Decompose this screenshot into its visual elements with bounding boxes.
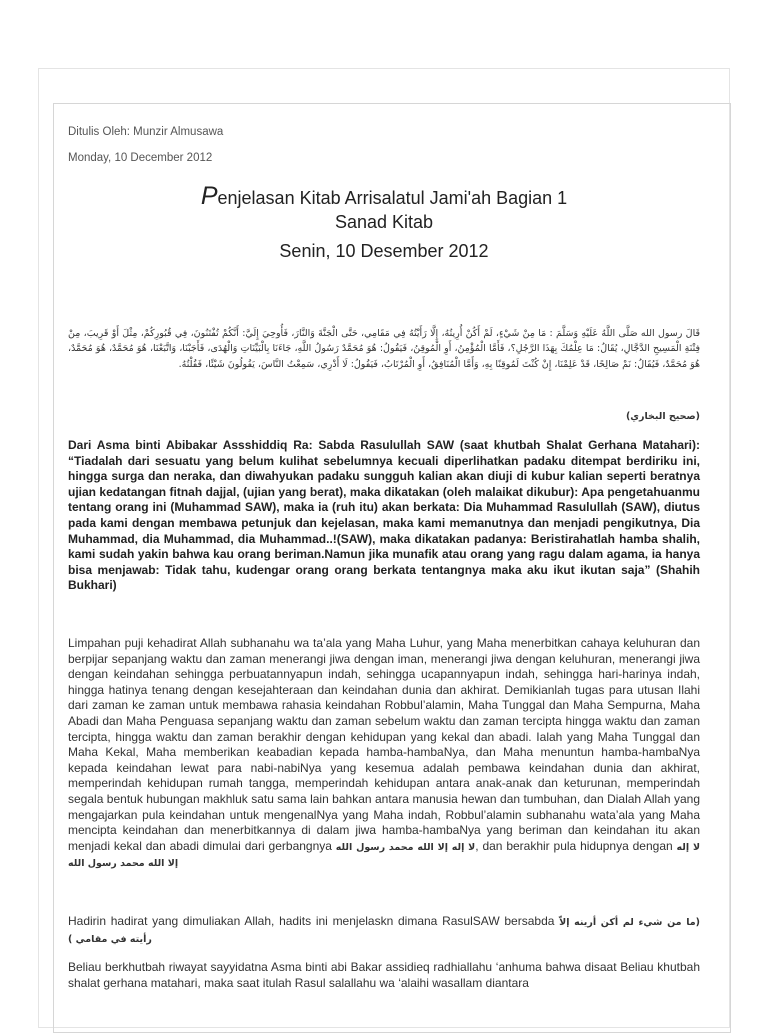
paragraph-intro-middle: , dan berakhir pula hidupnya dengan bbox=[475, 838, 677, 853]
paragraph-intro bbox=[68, 636, 700, 872]
paragraph-intro-text: Limpahan puji kehadirat Allah subhanahu wa ta’ala yang Maha Luhur, yang Maha menerbitkan cahaya keluhuran dan berpijar sepanjang waktu dan zaman menerangi jiwa dengan iman, menerangi jiwa dengan keluhuran, menerangi jiwa dengan keindahan sehingga perbuatannyapun indah, sehingga ucapannyapun indah, sehingga hari-harinya indah, hingga hatinya tenang dengan kesejahteraan dan keindahan dunia dan akhirat. Demikianlah tugas para utusan Ilahi dari zaman ke zaman untuk membawa rahasia keindahan Robbul’alamin, Maha Tunggal dan Maha Sempurna, Maha Abadi dan Maha Penguasa sepanjang waktu dan zaman sebelum waktu dan zaman tercipta hingga waktu dan zaman tercipta, hingga waktu dan zaman berakhir dengan kehidupan yang kekal dan abadi. Ialah yang Maha Tunggal dan Maha Kekal, Maha memberikan keabadian kepada hamba-hambaNya, dan Maha menuntun hamba-hambaNya kepada keindahan lewat para nabi-nabiNya yang kesemua adalah pembawa keindahan dunia dan akhirat, memperindah kehidupan rumah tangga, memperindah kehidupan antara anak-anak dan keturunan, memperindah segala bentuk hubungan makhluk satu sama lain bahkan antara manusia hewan dan tumbuhan, dan Dialah Allah yang mengajarkan pula keindahan untuk mengenalNya yang Maha indah, Robbul’alamin subhanahu wata’ala yang Maha mencipta keindahan dan menerbitkannya di dalam jiwa hamba-hambaNya yang beriman dan keindahan itu akan menjadi kekal dan abadi dimulai dari gerbangnya bbox=[68, 636, 700, 853]
hadith-translation: Dari Asma binti Abibakar Assshiddiq Ra: Sabda Rasulullah SAW (saat khutbah Shalat Gerhana Matahari): “Tiadalah dari sesuatu yang belum kulihat sebelumnya kecuali diperlihatkan padaku ditempat berdiriku ini, hingga surga dan neraka, dan diwahyukan padaku sungguh kalian akan diuji di kubur kalian seperti beratnya ujian kedatangan fitnah dajjal, (ujian yang berat), maka dikatakan (oleh malaikat dikubur): Apa pengetahuanmu tentang orang ini (Muhammad SAW), maka ia (ruh itu) akan berkata: Dia Muhammad Rasulullah (SAW), diutus pada kami dengan membawa petunjuk dan kejelasan, maka kami memanutnya dan menjadi pengikutnya, Dia Muhammad, dia Muhammad, dia Muhammad..!(SAW), maka dikatakan padanya: Beristirahatlah hamba shalih, kami sudah yakin bahwa kau orang beriman.Namun jika munafik atau orang yang ragu dalam agama, ia hanya bisa menjawab: Tidak tahu, kudengar orang orang berkata tentangnya maka aku ikut ikutan saja” (Shahih Bukhari) bbox=[68, 438, 700, 593]
title-date: Senin, 10 Desember 2012 bbox=[279, 241, 489, 261]
post-author: Ditulis Oleh: Munzir Almusawa bbox=[68, 126, 224, 138]
hadith-quote-arabic: (ما من شيء لم أكن أرينه إلاّ رأيته في مقامي ) bbox=[68, 917, 700, 945]
title-initial: P bbox=[200, 182, 218, 210]
title-main: enjelasan Kitab Arrisalatul Jami'ah Bagian 1 bbox=[217, 188, 568, 208]
shahadah-arabic: لا إله إلا الله محمد رسول الله bbox=[335, 841, 476, 853]
hadith-arabic: قَالَ رسول الله صَلَّى اللَّهُ عَلَيْهِ وَسَلَّمَ : مَا مِنْ شَيْءٍ، لَمْ أَكُنْ أُرِيتُهُ، إِلَّا رَأَيْتُهُ فِي مَقَامِي، حَتَّى الْجَنَّةَ وَالنَّارَ، فَأُوحِيَ إِلَيَّ: أَنَّكُمْ تُفْتَنُونَ، فِي قُبُورِكُمْ، مِثْلَ أَوْ قَرِيبَ، مِنْ فِتْنَةِ الْمَسِيحِ الدَّجَّالِ، يُقَالُ: مَا عِلْمُكَ بِهَذَا الرَّجُلِ؟، فَأَمَّا الْمُؤْمِنُ، أَوِ الْمُوقِنُ، فَيَقُولُ: هُوَ مُحَمَّدٌ رَسُولُ اللَّهِ، جَاءَنَا بِالْبَيِّنَاتِ وَالْهُدَى، فَأَجَبْنَا، وَاتَّبَعْنَا، هُوَ مُحَمَّدٌ، هُوَ مُحَمَّدٌ، هُوَ مُحَمَّدٌ، فَيُقَالُ: نَمْ صَالِحًا، قَدْ عَلِمْنَا، إِنْ كُنْتَ لَمُوقِنًا بِهِ، وَأَمَّا الْمُنَافِقُ، أَوِ الْمُرْتَابُ، فَيَقُولُ: لَا أَدْرِي، سَمِعْتُ النَّاسَ، يَقُولُونَ شَيْئًا، فَقُلْتُهُ. bbox=[68, 327, 700, 370]
paragraph-hadirin bbox=[68, 914, 700, 947]
shahadah-arabic-end: لا إله إلا الله محمد رسول الله bbox=[68, 841, 701, 870]
post-title bbox=[68, 184, 700, 264]
paragraph-khutbah: Beliau berkhutbah riwayat sayyidatna Asma binti abi Bakar assidieq radhiallahu ‘anhuma bahwa disaat Beliau khutbah shalat gerhana matahari, maka saat itulah Rasul salallahu wa ‘alaihi wasallam diantara bbox=[68, 960, 700, 990]
title-subtitle: Sanad Kitab bbox=[334, 212, 434, 232]
paragraph-hadirin-text: Hadirin hadirat yang dimuliakan Allah, hadits ini menjelaskn dimana RasulSAW bersabda bbox=[68, 914, 560, 928]
post-date: Monday, 10 December 2012 bbox=[68, 152, 213, 164]
hadith-source: (صحيح البخاري) bbox=[625, 410, 700, 422]
